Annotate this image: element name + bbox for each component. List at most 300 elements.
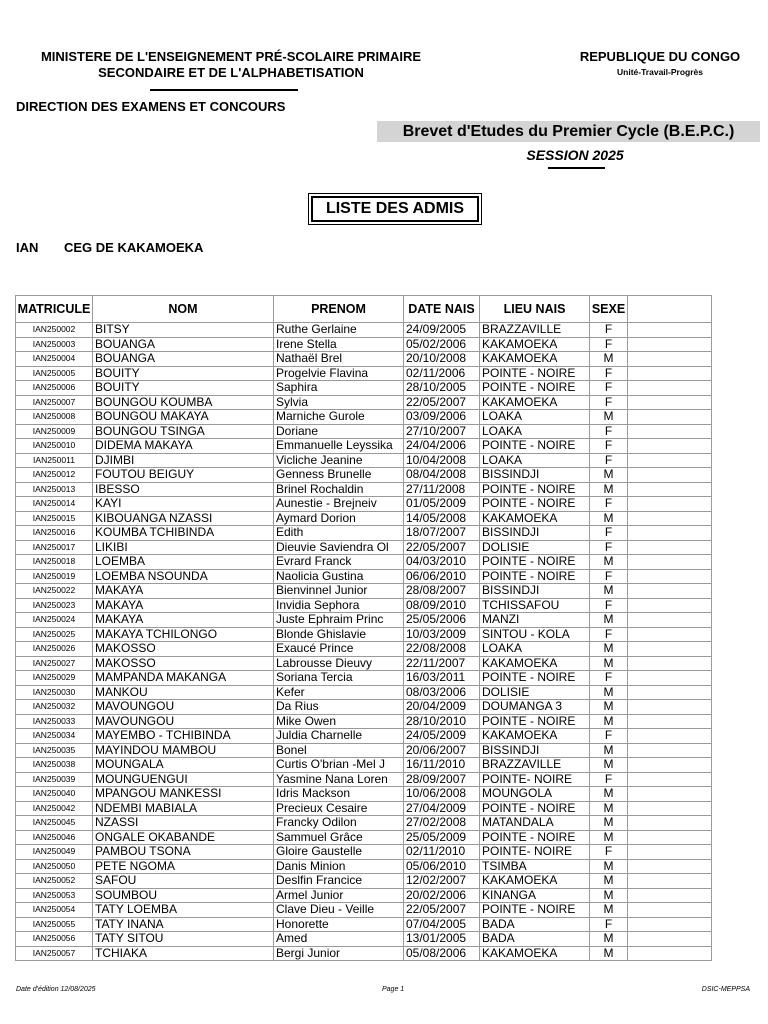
- table-row: [16, 526, 712, 541]
- cell-date-nais: 27/11/2008: [404, 482, 480, 497]
- table-row: [16, 627, 712, 642]
- column-header-prenom: PRENOM: [274, 296, 404, 323]
- cell-prenom: Emmanuelle Leyssika: [274, 439, 404, 454]
- cell-empty: [628, 323, 712, 338]
- cell-lieu-nais: KAKAMOEKA: [480, 946, 590, 961]
- republic-motto: Unité-Travail-Progrès: [617, 67, 703, 77]
- table-row: [16, 642, 712, 657]
- cell-date-nais: 06/06/2010: [404, 569, 480, 584]
- cell-date-nais: 27/02/2008: [404, 816, 480, 831]
- cell-date-nais: 22/08/2008: [404, 642, 480, 657]
- list-title: LISTE DES ADMIS: [311, 196, 479, 222]
- cell-prenom: Saphira: [274, 381, 404, 396]
- table-row: [16, 932, 712, 947]
- cell-date-nais: 02/11/2010: [404, 845, 480, 860]
- session-label: SESSION 2025: [526, 147, 624, 163]
- cell-matricule: IAN250018: [16, 555, 93, 570]
- cell-date-nais: 20/10/2008: [404, 352, 480, 367]
- cell-empty: [628, 903, 712, 918]
- cell-sexe: M: [590, 700, 628, 715]
- cell-date-nais: 24/05/2009: [404, 729, 480, 744]
- table-row: [16, 801, 712, 816]
- cell-empty: [628, 497, 712, 512]
- cell-sexe: F: [590, 424, 628, 439]
- cell-sexe: M: [590, 801, 628, 816]
- center-name: CEG DE KAKAMOEKA: [64, 240, 204, 255]
- table-row: [16, 366, 712, 381]
- cell-lieu-nais: POINTE - NOIRE: [480, 801, 590, 816]
- cell-prenom: Sylvia: [274, 395, 404, 410]
- cell-lieu-nais: POINTE - NOIRE: [480, 555, 590, 570]
- cell-lieu-nais: LOAKA: [480, 410, 590, 425]
- cell-nom: TATY SITOU: [93, 932, 274, 947]
- cell-date-nais: 05/02/2006: [404, 337, 480, 352]
- cell-prenom: Blonde Ghislavie: [274, 627, 404, 642]
- table-row: [16, 352, 712, 367]
- ministry-line-2: SECONDAIRE ET DE L'ALPHABETISATION: [98, 65, 364, 80]
- table-row: [16, 772, 712, 787]
- cell-nom: DJIMBI: [93, 453, 274, 468]
- cell-empty: [628, 511, 712, 526]
- cell-matricule: IAN250019: [16, 569, 93, 584]
- cell-lieu-nais: LOAKA: [480, 642, 590, 657]
- cell-sexe: M: [590, 642, 628, 657]
- cell-empty: [628, 932, 712, 947]
- table-row: [16, 671, 712, 686]
- table-row: [16, 569, 712, 584]
- cell-lieu-nais: LOAKA: [480, 424, 590, 439]
- cell-matricule: IAN250015: [16, 511, 93, 526]
- cell-prenom: Doriane: [274, 424, 404, 439]
- cell-prenom: Idris Mackson: [274, 787, 404, 802]
- column-header-empty: [628, 296, 712, 323]
- cell-lieu-nais: MANZI: [480, 613, 590, 628]
- cell-date-nais: 08/03/2006: [404, 685, 480, 700]
- cell-sexe: M: [590, 555, 628, 570]
- cell-nom: MAYINDOU MAMBOU: [93, 743, 274, 758]
- cell-prenom: Armel Junior: [274, 888, 404, 903]
- table-row: [16, 830, 712, 845]
- cell-empty: [628, 482, 712, 497]
- cell-nom: MAKOSSO: [93, 656, 274, 671]
- cell-date-nais: 05/06/2010: [404, 859, 480, 874]
- cell-date-nais: 28/10/2010: [404, 714, 480, 729]
- cell-nom: BOUNGOU MAKAYA: [93, 410, 274, 425]
- cell-lieu-nais: KINANGA: [480, 888, 590, 903]
- cell-empty: [628, 352, 712, 367]
- cell-lieu-nais: BRAZZAVILLE: [480, 758, 590, 773]
- cell-date-nais: 03/09/2006: [404, 410, 480, 425]
- table-row: [16, 497, 712, 512]
- cell-nom: SAFOU: [93, 874, 274, 889]
- cell-sexe: M: [590, 932, 628, 947]
- cell-lieu-nais: BADA: [480, 917, 590, 932]
- ministry-line-1: MINISTERE DE L'ENSEIGNEMENT PRÉ-SCOLAIRE PRIMAIRE: [40, 49, 422, 64]
- cell-matricule: IAN250055: [16, 917, 93, 932]
- cell-nom: TATY INANA: [93, 917, 274, 932]
- cell-prenom: Marniche Gurole: [274, 410, 404, 425]
- cell-lieu-nais: BISSINDJI: [480, 743, 590, 758]
- cell-nom: LIKIBI: [93, 540, 274, 555]
- cell-date-nais: 28/09/2007: [404, 772, 480, 787]
- cell-prenom: Invidia Sephora: [274, 598, 404, 613]
- cell-lieu-nais: POINTE - NOIRE: [480, 903, 590, 918]
- cell-date-nais: 20/06/2007: [404, 743, 480, 758]
- cell-nom: BOUANGA: [93, 352, 274, 367]
- cell-lieu-nais: POINTE - NOIRE: [480, 482, 590, 497]
- cell-sexe: M: [590, 584, 628, 599]
- cell-empty: [628, 874, 712, 889]
- cell-nom: BOUANGA: [93, 337, 274, 352]
- cell-lieu-nais: POINTE - NOIRE: [480, 497, 590, 512]
- cell-lieu-nais: POINTE- NOIRE: [480, 845, 590, 860]
- table-row: [16, 395, 712, 410]
- cell-matricule: IAN250057: [16, 946, 93, 961]
- cell-matricule: IAN250053: [16, 888, 93, 903]
- cell-prenom: Curtis O'brian -Mel J: [274, 758, 404, 773]
- cell-prenom: Edith: [274, 526, 404, 541]
- cell-prenom: Dieuvie Saviendra Ol: [274, 540, 404, 555]
- cell-prenom: Nathaël Brel: [274, 352, 404, 367]
- cell-empty: [628, 366, 712, 381]
- cell-empty: [628, 772, 712, 787]
- cell-matricule: IAN250035: [16, 743, 93, 758]
- cell-lieu-nais: DOLISIE: [480, 685, 590, 700]
- cell-prenom: Genness Brunelle: [274, 468, 404, 483]
- cell-lieu-nais: POINTE - NOIRE: [480, 439, 590, 454]
- cell-matricule: IAN250013: [16, 482, 93, 497]
- cell-empty: [628, 888, 712, 903]
- cell-date-nais: 18/07/2007: [404, 526, 480, 541]
- cell-empty: [628, 555, 712, 570]
- cell-lieu-nais: POINTE - NOIRE: [480, 381, 590, 396]
- cell-matricule: IAN250039: [16, 772, 93, 787]
- cell-empty: [628, 685, 712, 700]
- cell-prenom: Kefer: [274, 685, 404, 700]
- table-row: [16, 656, 712, 671]
- cell-matricule: IAN250032: [16, 700, 93, 715]
- cell-sexe: M: [590, 613, 628, 628]
- table-row: [16, 468, 712, 483]
- cell-matricule: IAN250038: [16, 758, 93, 773]
- cell-matricule: IAN250046: [16, 830, 93, 845]
- cell-empty: [628, 395, 712, 410]
- cell-sexe: M: [590, 830, 628, 845]
- cell-matricule: IAN250007: [16, 395, 93, 410]
- table-row: [16, 410, 712, 425]
- cell-lieu-nais: BISSINDJI: [480, 584, 590, 599]
- cell-empty: [628, 337, 712, 352]
- cell-matricule: IAN250026: [16, 642, 93, 657]
- cell-sexe: F: [590, 917, 628, 932]
- cell-nom: SOUMBOU: [93, 888, 274, 903]
- cell-lieu-nais: LOAKA: [480, 453, 590, 468]
- cell-lieu-nais: MOUNGOLA: [480, 787, 590, 802]
- cell-sexe: M: [590, 656, 628, 671]
- cell-empty: [628, 613, 712, 628]
- cell-date-nais: 05/08/2006: [404, 946, 480, 961]
- cell-empty: [628, 453, 712, 468]
- cell-nom: NDEMBI MABIALA: [93, 801, 274, 816]
- cell-prenom: Danis Minion: [274, 859, 404, 874]
- table-row: [16, 584, 712, 599]
- cell-lieu-nais: KAKAMOEKA: [480, 337, 590, 352]
- cell-nom: BOUNGOU TSINGA: [93, 424, 274, 439]
- cell-sexe: F: [590, 598, 628, 613]
- cell-date-nais: 28/10/2005: [404, 381, 480, 396]
- cell-date-nais: 27/04/2009: [404, 801, 480, 816]
- cell-date-nais: 08/09/2010: [404, 598, 480, 613]
- cell-matricule: IAN250052: [16, 874, 93, 889]
- table-row: [16, 859, 712, 874]
- cell-nom: KIBOUANGA NZASSI: [93, 511, 274, 526]
- cell-nom: LOEMBA: [93, 555, 274, 570]
- cell-nom: MAMPANDA MAKANGA: [93, 671, 274, 686]
- cell-prenom: Exaucé Prince: [274, 642, 404, 657]
- cell-empty: [628, 540, 712, 555]
- cell-date-nais: 02/11/2006: [404, 366, 480, 381]
- cell-prenom: Evrard Franck: [274, 555, 404, 570]
- cell-matricule: IAN250004: [16, 352, 93, 367]
- cell-nom: KAYI: [93, 497, 274, 512]
- cell-sexe: F: [590, 671, 628, 686]
- cell-date-nais: 20/04/2009: [404, 700, 480, 715]
- cell-date-nais: 22/05/2007: [404, 395, 480, 410]
- table-row: [16, 917, 712, 932]
- cell-lieu-nais: BRAZZAVILLE: [480, 323, 590, 338]
- cell-empty: [628, 758, 712, 773]
- cell-prenom: Irene Stella: [274, 337, 404, 352]
- cell-empty: [628, 743, 712, 758]
- cell-matricule: IAN250030: [16, 685, 93, 700]
- cell-lieu-nais: KAKAMOEKA: [480, 656, 590, 671]
- cell-sexe: F: [590, 439, 628, 454]
- table-body: [16, 323, 712, 961]
- cell-lieu-nais: POINTE - NOIRE: [480, 569, 590, 584]
- cell-nom: MOUNGALA: [93, 758, 274, 773]
- cell-date-nais: 22/11/2007: [404, 656, 480, 671]
- table-row: [16, 555, 712, 570]
- table-row: [16, 424, 712, 439]
- cell-empty: [628, 468, 712, 483]
- cell-date-nais: 22/05/2007: [404, 540, 480, 555]
- cell-prenom: Labrousse Dieuvy: [274, 656, 404, 671]
- cell-nom: MANKOU: [93, 685, 274, 700]
- cell-sexe: F: [590, 540, 628, 555]
- cell-nom: PETE NGOMA: [93, 859, 274, 874]
- cell-date-nais: 13/01/2005: [404, 932, 480, 947]
- cell-matricule: IAN250014: [16, 497, 93, 512]
- cell-sexe: M: [590, 859, 628, 874]
- cell-sexe: F: [590, 627, 628, 642]
- cell-sexe: F: [590, 337, 628, 352]
- cell-nom: ONGALE OKABANDE: [93, 830, 274, 845]
- cell-sexe: M: [590, 410, 628, 425]
- cell-empty: [628, 410, 712, 425]
- cell-prenom: Vicliche Jeanine: [274, 453, 404, 468]
- cell-prenom: Juldia Charnelle: [274, 729, 404, 744]
- cell-lieu-nais: DOUMANGA 3: [480, 700, 590, 715]
- table-row: [16, 598, 712, 613]
- cell-lieu-nais: POINTE - NOIRE: [480, 671, 590, 686]
- cell-prenom: Amed: [274, 932, 404, 947]
- cell-nom: MAKAYA: [93, 598, 274, 613]
- cell-nom: BOUITY: [93, 366, 274, 381]
- republic-name: REPUBLIQUE DU CONGO: [579, 49, 741, 64]
- cell-matricule: IAN250033: [16, 714, 93, 729]
- cell-sexe: M: [590, 946, 628, 961]
- cell-sexe: F: [590, 845, 628, 860]
- cell-matricule: IAN250045: [16, 816, 93, 831]
- cell-lieu-nais: KAKAMOEKA: [480, 352, 590, 367]
- cell-matricule: IAN250025: [16, 627, 93, 642]
- table-row: [16, 714, 712, 729]
- cell-prenom: Aymard Dorion: [274, 511, 404, 526]
- column-header-matricule: MATRICULE: [16, 296, 93, 323]
- table-row: [16, 453, 712, 468]
- cell-nom: MOUNGUENGUI: [93, 772, 274, 787]
- cell-sexe: F: [590, 526, 628, 541]
- cell-matricule: IAN250017: [16, 540, 93, 555]
- cell-date-nais: 10/04/2008: [404, 453, 480, 468]
- cell-prenom: Mike Owen: [274, 714, 404, 729]
- cell-lieu-nais: BISSINDJI: [480, 468, 590, 483]
- cell-nom: KOUMBA TCHIBINDA: [93, 526, 274, 541]
- cell-lieu-nais: SINTOU - KOLA: [480, 627, 590, 642]
- cell-lieu-nais: POINTE - NOIRE: [480, 830, 590, 845]
- cell-date-nais: 12/02/2007: [404, 874, 480, 889]
- table-header-row: [16, 296, 712, 323]
- cell-date-nais: 08/04/2008: [404, 468, 480, 483]
- cell-matricule: IAN250022: [16, 584, 93, 599]
- cell-empty: [628, 526, 712, 541]
- cell-date-nais: 25/05/2009: [404, 830, 480, 845]
- cell-prenom: Yasmine Nana Loren: [274, 772, 404, 787]
- cell-prenom: Clave Dieu - Veille: [274, 903, 404, 918]
- table-row: [16, 685, 712, 700]
- cell-matricule: IAN250016: [16, 526, 93, 541]
- cell-sexe: F: [590, 569, 628, 584]
- cell-matricule: IAN250056: [16, 932, 93, 947]
- cell-prenom: Naolicia Gustina: [274, 569, 404, 584]
- table-row: [16, 888, 712, 903]
- cell-sexe: F: [590, 772, 628, 787]
- cell-sexe: F: [590, 323, 628, 338]
- cell-sexe: F: [590, 381, 628, 396]
- cell-lieu-nais: POINTE - NOIRE: [480, 366, 590, 381]
- cell-nom: FOUTOU BEIGUY: [93, 468, 274, 483]
- cell-lieu-nais: MATANDALA: [480, 816, 590, 831]
- cell-sexe: M: [590, 888, 628, 903]
- cell-prenom: Francky Odilon: [274, 816, 404, 831]
- column-header-lieu-nais: LIEU NAIS: [480, 296, 590, 323]
- cell-sexe: F: [590, 729, 628, 744]
- cell-date-nais: 25/05/2006: [404, 613, 480, 628]
- cell-sexe: M: [590, 685, 628, 700]
- cell-lieu-nais: KAKAMOEKA: [480, 729, 590, 744]
- cell-lieu-nais: TSIMBA: [480, 859, 590, 874]
- cell-matricule: IAN250024: [16, 613, 93, 628]
- table-row: [16, 511, 712, 526]
- cell-matricule: IAN250054: [16, 903, 93, 918]
- cell-prenom: Bienvinnel Junior: [274, 584, 404, 599]
- cell-empty: [628, 729, 712, 744]
- table-row: [16, 758, 712, 773]
- cell-matricule: IAN250002: [16, 323, 93, 338]
- cell-prenom: Sammuel Grâce: [274, 830, 404, 845]
- cell-sexe: F: [590, 497, 628, 512]
- cell-empty: [628, 946, 712, 961]
- cell-matricule: IAN250008: [16, 410, 93, 425]
- cell-nom: MAKAYA: [93, 584, 274, 599]
- cell-date-nais: 28/08/2007: [404, 584, 480, 599]
- column-header-sexe: SEXE: [590, 296, 628, 323]
- column-header-nom: NOM: [93, 296, 274, 323]
- cell-nom: BOUNGOU KOUMBA: [93, 395, 274, 410]
- cell-date-nais: 22/05/2007: [404, 903, 480, 918]
- cell-date-nais: 20/02/2006: [404, 888, 480, 903]
- cell-date-nais: 10/06/2008: [404, 787, 480, 802]
- cell-sexe: F: [590, 453, 628, 468]
- cell-prenom: Bergi Junior: [274, 946, 404, 961]
- cell-sexe: M: [590, 787, 628, 802]
- table-row: [16, 337, 712, 352]
- cell-empty: [628, 627, 712, 642]
- cell-prenom: Precieux Cesaire: [274, 801, 404, 816]
- cell-sexe: M: [590, 468, 628, 483]
- cell-nom: DIDEMA MAKAYA: [93, 439, 274, 454]
- table-row: [16, 903, 712, 918]
- cell-nom: MAYEMBO - TCHIBINDA: [93, 729, 274, 744]
- table-row: [16, 700, 712, 715]
- cell-prenom: Deslfin Francice: [274, 874, 404, 889]
- cell-sexe: M: [590, 743, 628, 758]
- cell-sexe: M: [590, 903, 628, 918]
- cell-empty: [628, 830, 712, 845]
- cell-sexe: M: [590, 511, 628, 526]
- cell-nom: TATY LOEMBA: [93, 903, 274, 918]
- cell-lieu-nais: KAKAMOEKA: [480, 874, 590, 889]
- cell-date-nais: 24/04/2006: [404, 439, 480, 454]
- table-row: [16, 439, 712, 454]
- cell-lieu-nais: DOLISIE: [480, 540, 590, 555]
- cell-nom: IBESSO: [93, 482, 274, 497]
- center-code: IAN: [16, 240, 39, 255]
- cell-prenom: Da Rius: [274, 700, 404, 715]
- cell-nom: LOEMBA NSOUNDA: [93, 569, 274, 584]
- cell-empty: [628, 598, 712, 613]
- cell-empty: [628, 584, 712, 599]
- cell-empty: [628, 439, 712, 454]
- cell-matricule: IAN250050: [16, 859, 93, 874]
- cell-matricule: IAN250012: [16, 468, 93, 483]
- cell-lieu-nais: KAKAMOEKA: [480, 395, 590, 410]
- cell-empty: [628, 642, 712, 657]
- cell-nom: NZASSI: [93, 816, 274, 831]
- cell-prenom: Juste Ephraim Princ: [274, 613, 404, 628]
- cell-empty: [628, 816, 712, 831]
- ministry-divider: [150, 89, 298, 91]
- cell-matricule: IAN250010: [16, 439, 93, 454]
- cell-lieu-nais: POINTE - NOIRE: [480, 714, 590, 729]
- cell-sexe: M: [590, 714, 628, 729]
- cell-empty: [628, 801, 712, 816]
- cell-matricule: IAN250023: [16, 598, 93, 613]
- table-row: [16, 613, 712, 628]
- cell-nom: MPANGOU MANKESSI: [93, 787, 274, 802]
- cell-sexe: F: [590, 366, 628, 381]
- cell-sexe: M: [590, 874, 628, 889]
